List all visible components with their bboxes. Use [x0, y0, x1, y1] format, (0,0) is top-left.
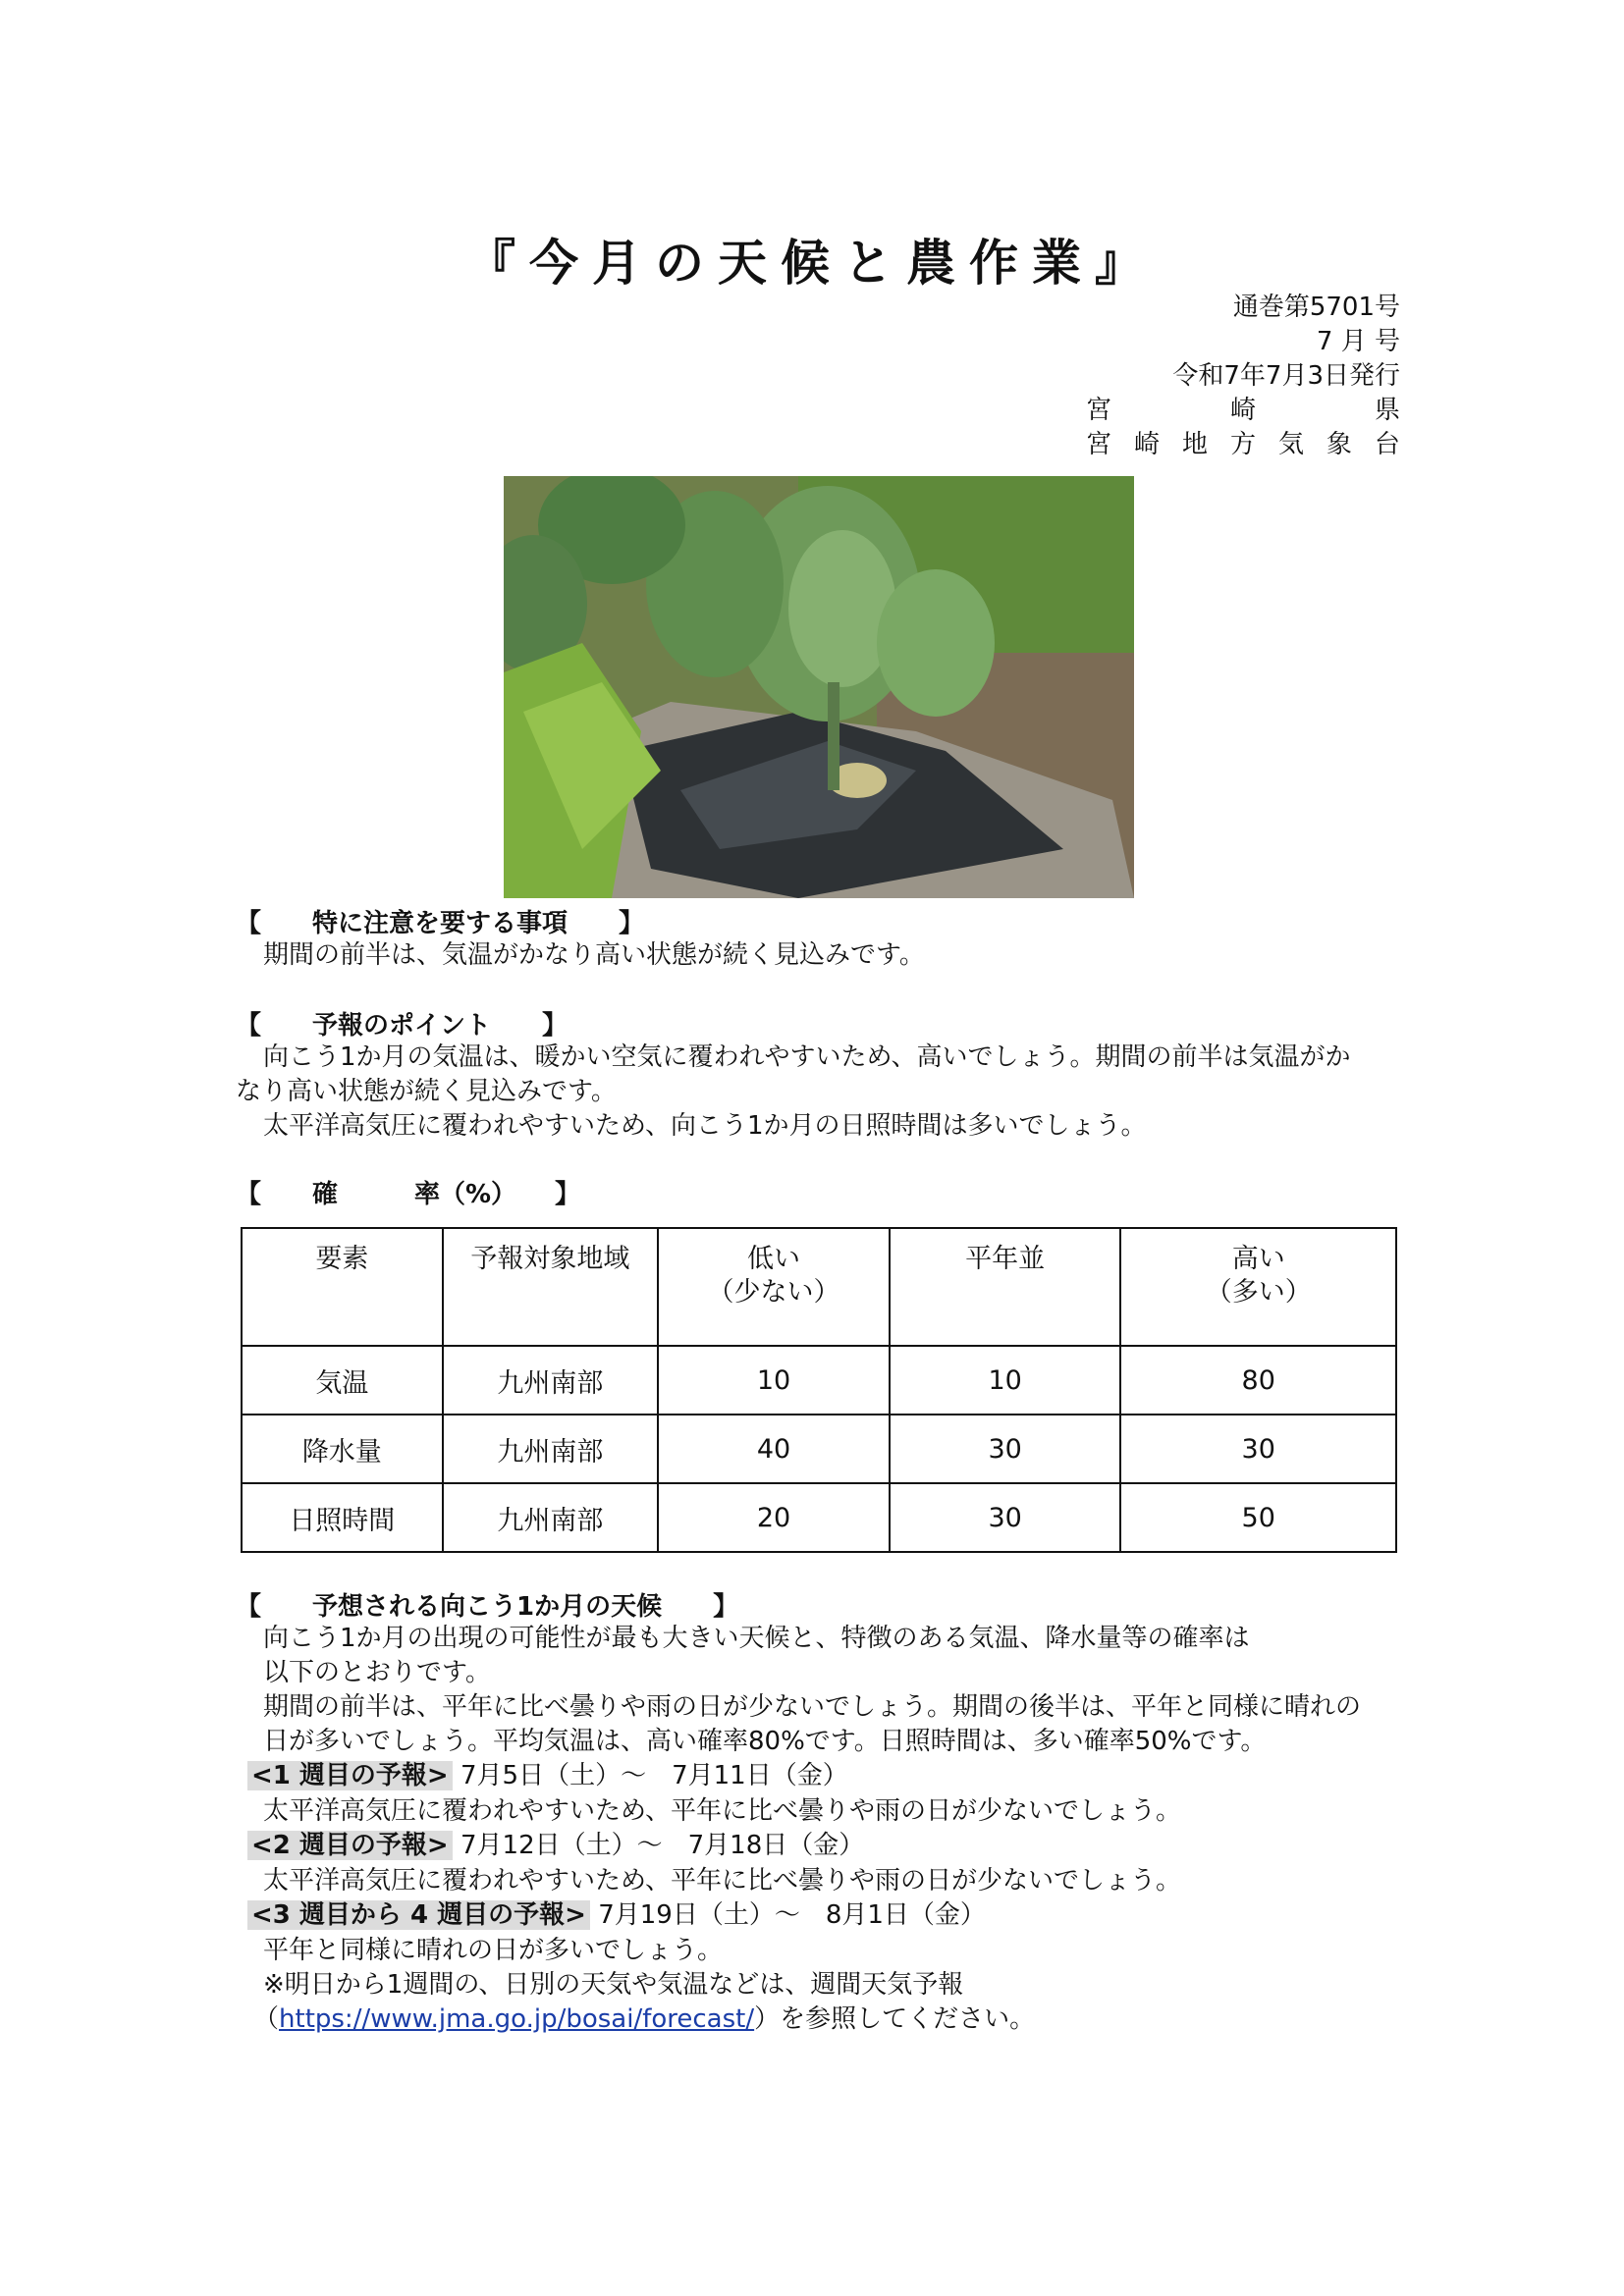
attention-heading: 【 特に注意を要する事項 】 [236, 909, 645, 938]
office-char: 地 [1181, 430, 1208, 459]
week2-label: <2 週目の予報> [247, 1831, 453, 1860]
taro-plant-photo [504, 476, 1134, 898]
week1-dates: 7月5日（土）～ 7月11日（金） [460, 1761, 848, 1790]
week1-label: <1 週目の予報> [247, 1761, 453, 1790]
points-heading: 【 予報のポイント 】 [236, 1011, 568, 1041]
week34-line [236, 1898, 1404, 1934]
issue-number: 通巻第5701号 [1232, 293, 1400, 322]
office-char: 気 [1277, 430, 1304, 459]
weather-heading: 【 予想される向こう1か月の天候 】 [236, 1592, 739, 1622]
table-header-row [242, 1228, 1396, 1346]
office-char: 宮 [1086, 430, 1112, 459]
office-char: 台 [1374, 430, 1400, 459]
table-row [242, 1415, 1396, 1483]
issue-info [988, 291, 1400, 462]
week2-text: 太平洋高気圧に覆われやすいため、平年に比べ曇りや雨の日が少ないでしょう。 [263, 1866, 1181, 1896]
week2-line [236, 1829, 1404, 1864]
cell-region: 九州南部 [443, 1483, 659, 1552]
prefecture-char: 崎 [1229, 396, 1256, 425]
cell-normal: 30 [890, 1483, 1121, 1552]
cell-region: 九州南部 [443, 1346, 659, 1415]
cell-region: 九州南部 [443, 1415, 659, 1483]
weather-text: 向こう1か月の出現の可能性が最も大きい天候と、特徴のある気温、降水量等の確率は 以下のとおりです。 期間の前半は、平年に比べ曇りや雨の日が少ないでしょう。期間の後半は、平年と同様に晴れの 日が多いでしょう。平均気温は、高い確率80%です。日照時間は、多い確率50%です。 <1 週目の予報> 7月5日（土）～ 7月11日（金） 太平洋高気圧に覆われやすいため、平年に比べ曇りや雨の日が少ないでしょう。 <2 週目の予報> 7月12日（土）～ 7月18日（金） 太平洋高気圧に覆われやすいため、平年に比べ曇りや雨の日が少ないでしょう。 <3 週目から 4 週目の予報> 7月19日（土）～ 8月1日（金） 平年と同様に晴れの日が多いでしょう。 ※明日から1週間の、日別の天気や気温などは、週間天気予報 （https://www.jma.go.jp/bosai/forecast/）を参照してください。 [236, 1622, 1404, 2037]
attention-text: 期間の前半は、気温がかなり高い状態が続く見込みです。 [263, 940, 925, 970]
week34-dates: 7月19日（土）～ 8月1日（金） [598, 1900, 986, 1930]
points-text: 向こう1か月の気温は、暖かい空気に覆われやすいため、高いでしょう。期間の前半は気温がか なり高い状態が続く見込みです。 太平洋高気圧に覆われやすいため、向こう1か月の日照時間は多いでしょう。 [236, 1042, 1351, 1141]
office-char: 崎 [1133, 430, 1160, 459]
week1-line [236, 1759, 1404, 1794]
cell-element: 降水量 [242, 1415, 443, 1483]
header-region: 予報対象地域 [443, 1228, 659, 1346]
header-element: 要素 [242, 1228, 443, 1346]
issue-prefecture [1086, 394, 1400, 428]
header-low: 低い （少ない） [658, 1228, 890, 1346]
cell-low: 20 [658, 1483, 890, 1552]
issue-month: 7 月 号 [1316, 327, 1400, 356]
office-char: 方 [1229, 430, 1256, 459]
cell-normal: 10 [890, 1346, 1121, 1415]
cell-element: 日照時間 [242, 1483, 443, 1552]
note-line: ※明日から1週間の、日別の天気や気温などは、週間天気予報 [263, 1970, 964, 2000]
issue-office [1086, 428, 1400, 462]
note-link-line: （https://www.jma.go.jp/bosai/forecast/）を参照してください。 [253, 2004, 1036, 2034]
header-normal: 平年並 [890, 1228, 1121, 1346]
office-char: 象 [1326, 430, 1352, 459]
prefecture-char: 県 [1374, 396, 1400, 425]
header-high: 高い （多い） [1120, 1228, 1396, 1346]
taro-plant-icon [504, 476, 1134, 898]
prefecture-char: 宮 [1086, 396, 1112, 425]
week2-dates: 7月12日（土）～ 7月18日（金） [460, 1831, 865, 1860]
cell-low: 40 [658, 1415, 890, 1483]
table-row [242, 1483, 1396, 1552]
page-title: 『今月の天候と農作業』 [466, 235, 1158, 292]
issue-date: 令和7年7月3日発行 [1172, 361, 1400, 391]
cell-element: 気温 [242, 1346, 443, 1415]
cell-high: 50 [1120, 1483, 1396, 1552]
forecast-link[interactable]: https://www.jma.go.jp/bosai/forecast/ [279, 2004, 755, 2034]
cell-high: 80 [1120, 1346, 1396, 1415]
cell-low: 10 [658, 1346, 890, 1415]
week1-text: 太平洋高気圧に覆われやすいため、平年に比べ曇りや雨の日が少ないでしょう。 [263, 1796, 1181, 1826]
cell-normal: 30 [890, 1415, 1121, 1483]
probability-heading: 【 確 率（%） 】 [236, 1180, 581, 1209]
table-row [242, 1346, 1396, 1415]
probability-table [241, 1227, 1397, 1553]
week34-label: <3 週目から 4 週目の予報> [247, 1900, 590, 1930]
week34-text: 平年と同様に晴れの日が多いでしょう。 [263, 1936, 724, 1965]
cell-high: 30 [1120, 1415, 1396, 1483]
